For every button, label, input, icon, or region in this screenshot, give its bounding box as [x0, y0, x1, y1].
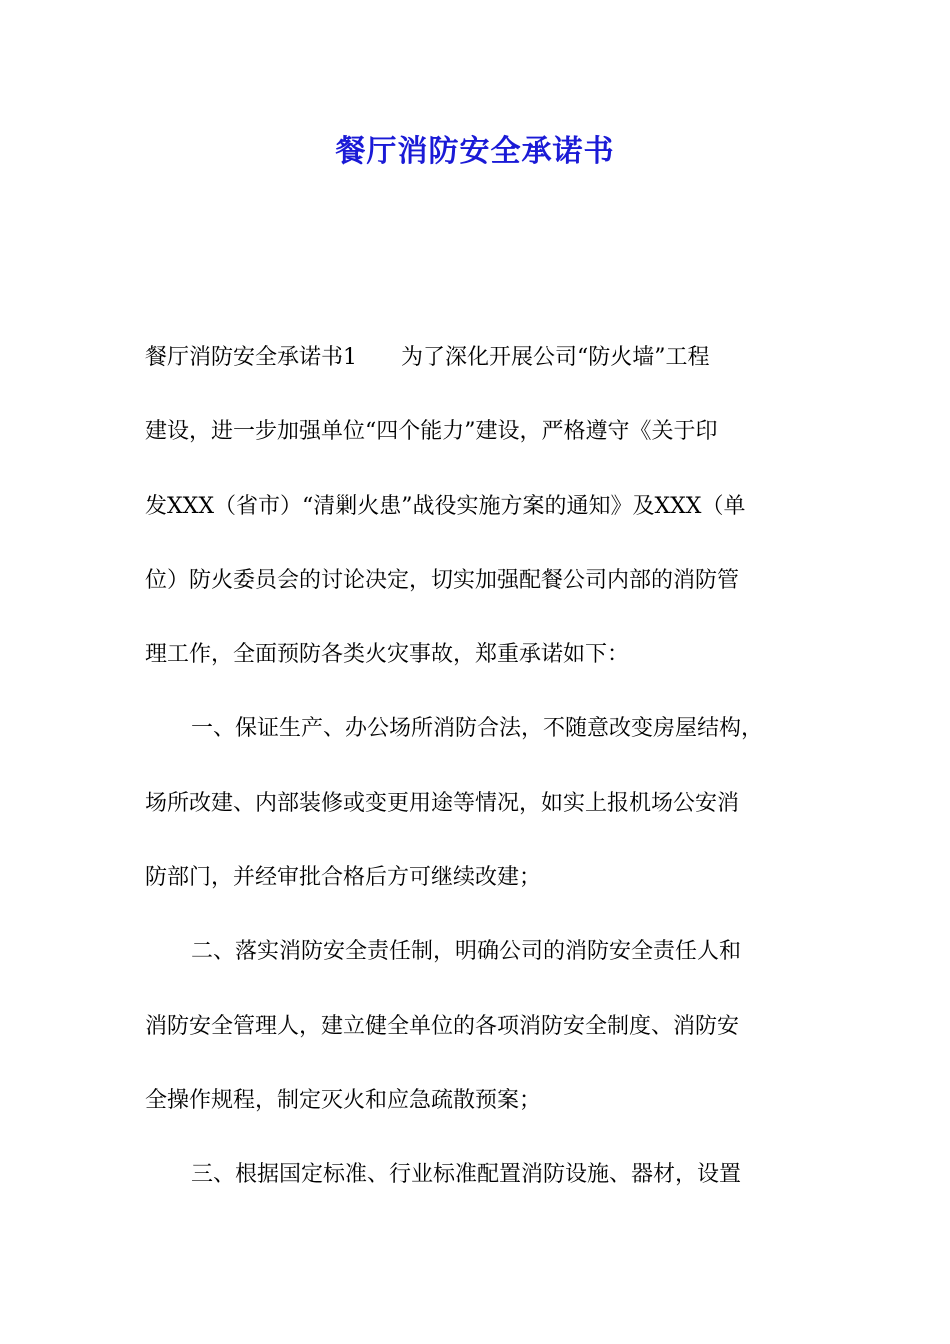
body-line-10: 消防安全管理人，建立健全单位的各项消防安全制度、消防安	[145, 1013, 740, 1039]
body-line-9: 二、落实消防安全责任制，明确公司的消防安全责任人和	[191, 939, 742, 965]
body-line-12: 三、根据国定标准、行业标准配置消防设施、器材，设置	[191, 1162, 742, 1188]
body-line-4: 位）防火委员会的讨论决定，切实加强配餐公司内部的消防管	[145, 567, 740, 593]
body-line-7: 场所改建、内部装修或变更用途等情况，如实上报机场公安消	[145, 790, 740, 816]
body-line-2: 建设，进一步加强单位“四个能力”建设，严格遵守《关于印	[145, 419, 718, 445]
document-body	[145, 338, 815, 1230]
body-line-1: 餐厅消防安全承诺书1 为了深化开展公司“防火墙”工程	[145, 345, 710, 370]
body-line-8: 防部门，并经审批合格后方可继续改建；	[145, 865, 542, 891]
body-line-6: 一、保证生产、办公场所消防合法，不随意改变房屋结构，	[191, 716, 764, 742]
body-line-5: 理工作，全面预防各类火灾事故，郑重承诺如下：	[145, 642, 630, 668]
body-line-3: 发XXX（省市）“清剿火患”战役实施方案的通知》及XXX（单	[145, 493, 746, 519]
document-title: 餐厅消防安全承诺书	[335, 134, 615, 169]
body-line-11: 全操作规程，制定灭火和应急疏散预案；	[145, 1087, 542, 1113]
